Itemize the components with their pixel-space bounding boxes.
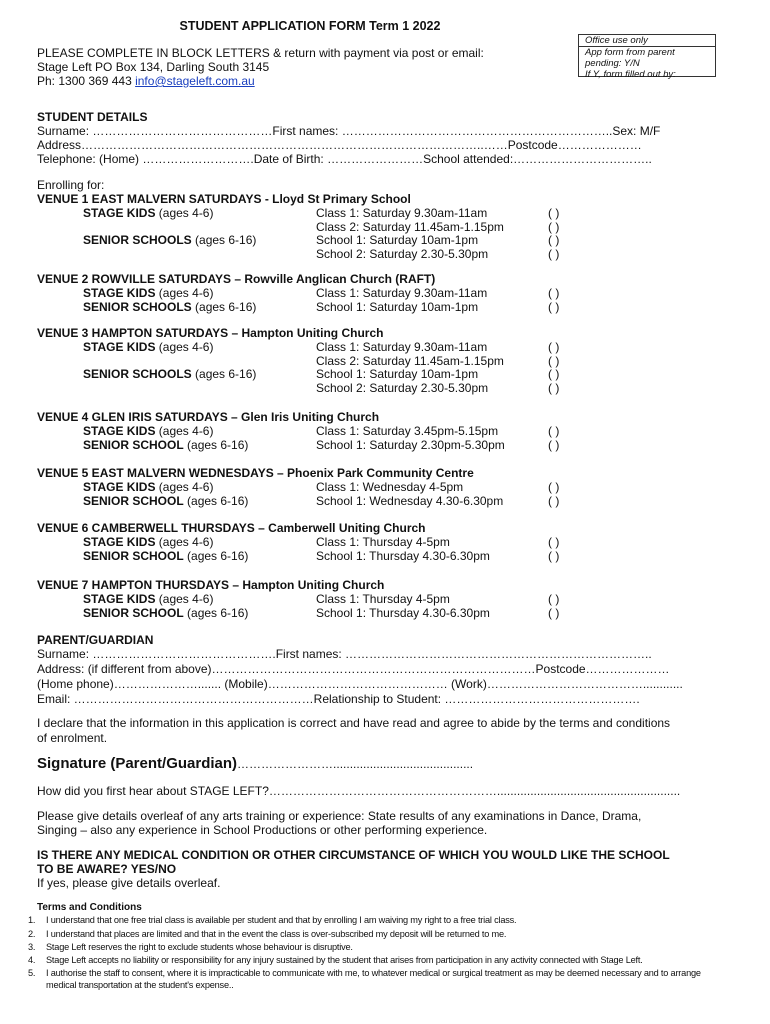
parent-name-line[interactable]: Surname: ……………………………………….First names: …………………………………………………………………..: [37, 647, 652, 661]
postal-address: Stage Left PO Box 134, Darling South 3145: [37, 60, 270, 74]
class-time: Class 1: Thursday 4-5pm: [316, 534, 450, 549]
age-range: (ages 6-16): [183, 437, 249, 452]
age-group-name: SENIOR SCHOOL: [83, 493, 184, 508]
enrolling-for-label: Enrolling for:: [37, 178, 105, 192]
age-range: (ages 6-16): [191, 367, 257, 382]
class-checkbox[interactable]: ( ): [548, 205, 560, 220]
age-group-label: [83, 438, 248, 452]
signature-label: Signature (Parent/Guardian): [37, 755, 238, 772]
instruction-text: PLEASE COMPLETE IN BLOCK LETTERS & return with payment via post or email:: [37, 46, 484, 60]
class-time: School 2: Saturday 2.30-5.30pm: [316, 247, 489, 262]
class-checkbox[interactable]: ( ): [548, 299, 560, 314]
age-group-name: STAGE KIDS: [83, 534, 156, 549]
age-group-label: [83, 340, 213, 354]
medical-question-1: IS THERE ANY MEDICAL CONDITION OR OTHER CIRCUMSTANCE OF WHICH YOU WOULD LIKE THE SCHOOL: [37, 848, 670, 862]
term-text: I authorise the staff to consent, where it is impracticable to communicate with me, to whatever medical or surgical treatment as may be deemed necessary and to arrange: [46, 968, 701, 978]
class-time: Class 2: Saturday 11.45am-1.15pm: [316, 353, 504, 368]
age-range: (ages 6-16): [183, 605, 249, 620]
age-group-label: [83, 367, 256, 381]
class-checkbox[interactable]: ( ): [548, 423, 560, 438]
parent-address-line[interactable]: Address: (if different from above)………………………………………………………………………Postcode…………………: [37, 662, 670, 676]
email-link[interactable]: info@stageleft.com.au: [135, 74, 255, 88]
age-group-label: [83, 233, 256, 247]
age-group-label: [83, 206, 213, 220]
class-checkbox[interactable]: ( ): [548, 381, 560, 396]
training-line-2: Singing – also any experience in School Productions or other performing experience.: [37, 823, 488, 837]
venue-title: VENUE 3 HAMPTON SATURDAYS – Hampton Uniting Church: [37, 326, 384, 340]
age-range: (ages 4-6): [155, 285, 214, 300]
age-group-name: SENIOR SCHOOLS: [83, 233, 192, 248]
class-time: School 1: Saturday 10am-1pm: [316, 299, 479, 314]
class-checkbox[interactable]: ( ): [548, 233, 560, 248]
age-range: (ages 6-16): [183, 493, 249, 508]
age-group-name: SENIOR SCHOOLS: [83, 299, 192, 314]
office-line-3: If Y, form filled out by:: [585, 69, 676, 80]
signature-row: [37, 755, 473, 773]
phone-text: Ph: 1300 369 443: [37, 74, 136, 88]
age-group-name: STAGE KIDS: [83, 285, 156, 300]
class-checkbox[interactable]: ( ): [548, 605, 560, 620]
class-time: Class 1: Saturday 9.30am-11am: [316, 285, 488, 300]
class-checkbox[interactable]: ( ): [548, 479, 560, 494]
age-range: (ages 6-16): [183, 548, 249, 563]
class-time: Class 1: Saturday 9.30am-11am: [316, 339, 488, 354]
signature-line[interactable]: ……………………..........................................: [237, 757, 474, 771]
age-group-name: SENIOR SCHOOL: [83, 437, 184, 452]
age-group-label: [83, 592, 213, 606]
class-time: Class 1: Wednesday 4-5pm: [316, 479, 464, 494]
venue-title: VENUE 2 ROWVILLE SATURDAYS – Rowville Anglican Church (RAFT): [37, 272, 436, 286]
age-range: (ages 4-6): [155, 479, 214, 494]
age-group-name: STAGE KIDS: [83, 339, 156, 354]
class-time: Class 1: Thursday 4-5pm: [316, 591, 450, 606]
class-checkbox[interactable]: ( ): [548, 353, 560, 368]
venue-title: VENUE 7 HAMPTON THURSDAYS – Hampton Uniting Church: [37, 578, 385, 592]
parent-phone-line[interactable]: (Home phone)…………………....... (Mobile)……………………………………… (Work)…………………………………............: [37, 677, 683, 691]
age-group-label: [83, 606, 248, 620]
parent-heading: PARENT/GUARDIAN: [37, 633, 154, 647]
class-checkbox[interactable]: ( ): [548, 548, 560, 563]
class-checkbox[interactable]: ( ): [548, 591, 560, 606]
class-time: School 1: Saturday 2.30pm-5.30pm: [316, 437, 505, 452]
hear-about-line[interactable]: How did you first hear about STAGE LEFT?………………………………………………….......................................................: [37, 784, 681, 798]
age-group-label: [83, 286, 213, 300]
term-text: I understand that one free trial class is available per student and that by enrolling I am waiving my right to a free trial class.: [46, 915, 517, 925]
venue-title: VENUE 5 EAST MALVERN WEDNESDAYS – Phoenix Park Community Centre: [37, 466, 474, 480]
class-checkbox[interactable]: ( ): [548, 493, 560, 508]
age-group-name: STAGE KIDS: [83, 423, 156, 438]
age-group-label: [83, 300, 256, 314]
age-group-name: SENIOR SCHOOL: [83, 605, 184, 620]
form-title: STUDENT APPLICATION FORM Term 1 2022: [179, 19, 441, 33]
class-time: School 1: Thursday 4.30-6.30pm: [316, 605, 490, 620]
age-group-label: [83, 424, 213, 438]
term-number: 5.: [28, 968, 36, 978]
terms-heading: Terms and Conditions: [37, 902, 142, 913]
office-use-title: Office use only: [585, 35, 648, 46]
medical-question-2[interactable]: TO BE AWARE? YES/NO: [37, 862, 177, 876]
venue-title: VENUE 1 EAST MALVERN SATURDAYS - Lloyd St Primary School: [37, 192, 411, 206]
term-number: 3.: [28, 942, 36, 952]
student-details-heading: STUDENT DETAILS: [37, 110, 148, 124]
class-checkbox[interactable]: ( ): [548, 247, 560, 262]
class-time: Class 1: Saturday 9.30am-11am: [316, 205, 488, 220]
age-group-label: [83, 494, 248, 508]
class-checkbox[interactable]: ( ): [548, 339, 560, 354]
declaration-line-2: of enrolment.: [37, 731, 108, 745]
term-text: Stage Left accepts no liability or responsibility for any injury sustained by the student that arises from participation in any activity connected with Stage Left.: [46, 955, 643, 965]
office-line-1: App form from parent: [585, 47, 675, 58]
age-group-name: SENIOR SCHOOL: [83, 548, 184, 563]
class-time: School 2: Saturday 2.30-5.30pm: [316, 381, 489, 396]
venue-title: VENUE 6 CAMBERWELL THURSDAYS – Camberwell Uniting Church: [37, 521, 426, 535]
age-group-name: STAGE KIDS: [83, 591, 156, 606]
age-range: (ages 4-6): [155, 423, 214, 438]
venue-title: VENUE 4 GLEN IRIS SATURDAYS – Glen Iris Uniting Church: [37, 410, 380, 424]
class-time: School 1: Thursday 4.30-6.30pm: [316, 548, 490, 563]
term-text-continued: medical transportation at the student's expense..: [46, 980, 234, 990]
age-range: (ages 6-16): [191, 299, 257, 314]
class-time: Class 2: Saturday 11.45am-1.15pm: [316, 219, 504, 234]
office-line-2: pending: Y/N: [585, 58, 640, 69]
class-checkbox[interactable]: ( ): [548, 285, 560, 300]
student-address-line[interactable]: Address………………………………………………………………………………………..……Postcode…………………: [37, 138, 642, 152]
class-time: School 1: Wednesday 4.30-6.30pm: [316, 493, 504, 508]
office-use-box: [578, 34, 716, 80]
age-group-name: SENIOR SCHOOLS: [83, 367, 192, 382]
term-number: 2.: [28, 929, 36, 939]
term-number: 4.: [28, 955, 36, 965]
age-group-label: [83, 549, 248, 563]
age-range: (ages 4-6): [155, 591, 214, 606]
age-group-label: [83, 480, 213, 494]
class-checkbox[interactable]: ( ): [548, 437, 560, 452]
training-line-1: Please give details overleaf of any arts training or experience: State results of any examinations in Dance, Drama,: [37, 809, 642, 823]
term-number: 1.: [28, 915, 36, 925]
parent-email-line[interactable]: Email: ……………………………………………………Relationship to Student: ………………………………………….: [37, 692, 640, 706]
class-checkbox[interactable]: ( ): [548, 367, 560, 382]
term-text: I understand that places are limited and that in the event the class is over-subscribed my deposit will be returned to me.: [46, 929, 507, 939]
contact-line: [37, 74, 255, 88]
declaration-line-1: I declare that the information in this application is correct and have read and agree to abide by the terms and conditions: [37, 716, 671, 730]
age-range: (ages 6-16): [191, 233, 257, 248]
medical-note: If yes, please give details overleaf.: [37, 876, 221, 890]
class-checkbox[interactable]: ( ): [548, 534, 560, 549]
student-phone-line[interactable]: Telephone: (Home) ……………………….Date of Birth: ……………………School attended:……………………………..: [37, 152, 652, 166]
age-group-name: STAGE KIDS: [83, 479, 156, 494]
age-range: (ages 4-6): [155, 205, 214, 220]
class-time: School 1: Saturday 10am-1pm: [316, 367, 479, 382]
class-time: Class 1: Saturday 3.45pm-5.15pm: [316, 423, 499, 438]
age-range: (ages 4-6): [155, 534, 214, 549]
age-group-label: [83, 535, 213, 549]
age-range: (ages 4-6): [155, 339, 214, 354]
term-text: Stage Left reserves the right to exclude students whose behaviour is disruptive.: [46, 942, 353, 952]
class-checkbox[interactable]: ( ): [548, 219, 560, 234]
student-name-line[interactable]: Surname: ………………………………………First names: …………………………………………………………..Sex: M/F: [37, 124, 661, 138]
age-group-name: STAGE KIDS: [83, 205, 156, 220]
class-time: School 1: Saturday 10am-1pm: [316, 233, 479, 248]
